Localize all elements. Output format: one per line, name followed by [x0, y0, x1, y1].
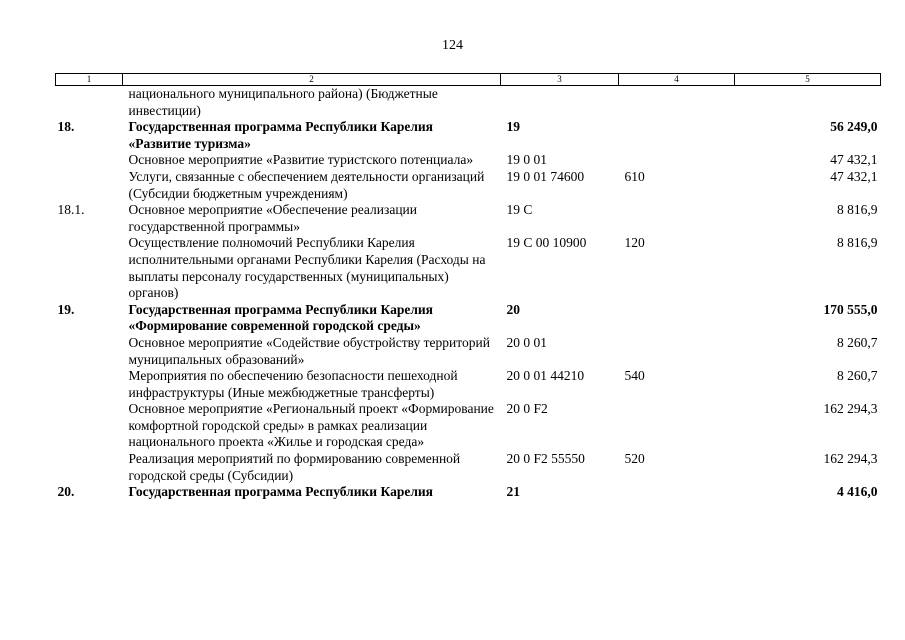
row-name: национального муниципального района) (Бюджетные инвестиции) — [128, 86, 438, 118]
row-expense-type — [619, 152, 735, 169]
table-row — [56, 235, 881, 301]
row-number — [56, 368, 123, 401]
row-amount: 4 416,0 — [837, 484, 878, 500]
row-amount: 8 816,9 — [837, 235, 878, 251]
row-code: 19 С — [506, 202, 533, 218]
row-number — [56, 335, 123, 368]
row-amount: 47 432,1 — [830, 152, 878, 168]
table-row — [56, 302, 881, 335]
row-name: Основное мероприятие «Развитие туристского потенциала» — [128, 152, 474, 168]
row-name: Основное мероприятие «Содействие обустройству территорий муниципальных образований» — [128, 334, 490, 367]
row-number: 18.1. — [57, 202, 85, 218]
row-code: 19 0 01 74600 — [506, 168, 585, 184]
row-number — [56, 152, 123, 169]
row-expense-type — [619, 119, 735, 152]
row-amount: 8 816,9 — [837, 202, 878, 218]
row-amount: 162 294,3 — [823, 401, 878, 417]
header-col-5: 5 — [735, 74, 881, 86]
table-row — [56, 484, 881, 501]
row-name: Основное мероприятие «Обеспечение реализации государственной программы» — [128, 202, 417, 234]
table-row — [56, 202, 881, 235]
page-number: 124 — [442, 38, 463, 53]
row-number: 19. — [57, 301, 75, 317]
row-number — [56, 401, 123, 451]
row-expense-type: 520 — [624, 451, 645, 467]
header-col-1: 1 — [56, 74, 123, 86]
table-row — [56, 152, 881, 169]
row-amount: 8 260,7 — [837, 368, 878, 384]
row-name: Реализация мероприятий по формированию современной городской среды (Субсидии) — [128, 451, 461, 483]
header-col-4: 4 — [619, 74, 735, 86]
row-name: Государственная программа Республики Карелия «Формирование современной городской среды» — [128, 301, 433, 334]
row-number — [56, 169, 123, 202]
row-expense-type: 120 — [624, 235, 645, 251]
row-code: 19 — [506, 119, 520, 135]
table-row — [56, 451, 881, 484]
row-expense-type — [619, 335, 735, 368]
row-code: 20 0 F2 — [506, 401, 548, 417]
table-body — [56, 86, 881, 501]
row-amount: 162 294,3 — [823, 451, 878, 467]
row-name: Основное мероприятие «Региональный проект «Формирование комфортной городской среды» в рамках реализации национального проекта «Жилье и городская среда» — [128, 401, 494, 450]
row-number: 20. — [57, 484, 75, 500]
table-row — [56, 119, 881, 152]
row-amount: 8 260,7 — [837, 334, 878, 350]
header-row — [56, 74, 881, 86]
row-expense-type — [619, 302, 735, 335]
row-code: 20 0 01 — [506, 334, 547, 350]
table-header — [56, 74, 881, 86]
row-amount — [735, 86, 881, 120]
table-row — [56, 86, 881, 120]
header-col-3: 3 — [501, 74, 619, 86]
row-amount: 170 555,0 — [823, 301, 878, 317]
header-col-2: 2 — [123, 74, 501, 86]
budget-table — [55, 73, 881, 501]
row-name: Осуществление полномочий Республики Карелия исполнительными органами Республики Карелия (Расходы на выплаты персоналу государственных (муниципальных) органов) — [128, 235, 486, 301]
row-number — [56, 86, 123, 120]
row-code — [501, 86, 619, 120]
row-name: Государственная программа Республики Карелия — [128, 484, 433, 500]
row-number — [56, 451, 123, 484]
row-name: Мероприятия по обеспечению безопасности пешеходной инфраструктуры (Иные межбюджетные трансферты) — [128, 368, 458, 400]
row-expense-type — [619, 401, 735, 451]
row-number — [56, 235, 123, 301]
row-number: 18. — [57, 119, 75, 135]
row-name: Услуги, связанные с обеспечением деятельности организаций (Субсидии бюджетным учреждениям) — [128, 168, 485, 201]
row-code: 20 — [506, 301, 520, 317]
row-amount: 47 432,1 — [830, 168, 878, 184]
row-code: 20 0 01 44210 — [506, 368, 585, 384]
row-expense-type: 610 — [624, 168, 645, 184]
row-expense-type — [619, 202, 735, 235]
row-amount: 56 249,0 — [830, 119, 878, 135]
table-row — [56, 368, 881, 401]
row-code: 19 С 00 10900 — [506, 235, 587, 251]
row-code: 21 — [506, 484, 520, 500]
table-row — [56, 401, 881, 451]
row-name: Государственная программа Республики Карелия «Развитие туризма» — [128, 119, 433, 151]
table-row — [56, 335, 881, 368]
row-expense-type: 540 — [624, 368, 645, 384]
row-expense-type — [619, 86, 735, 120]
row-code: 19 0 01 — [506, 152, 547, 168]
table-row — [56, 169, 881, 202]
row-code: 20 0 F2 55550 — [506, 451, 585, 467]
row-expense-type — [619, 484, 735, 501]
